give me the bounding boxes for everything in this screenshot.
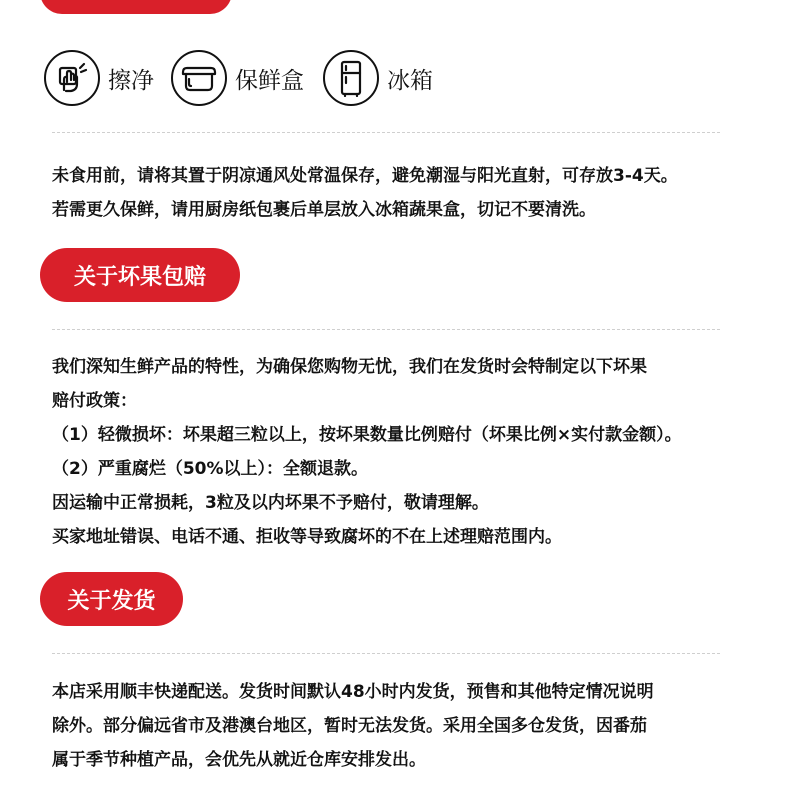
storage-item-box — [171, 48, 304, 108]
shipping-line: 本店采用顺丰快递配送。发货时间默认48小时内发货，预售和其他特定情况说明 — [52, 682, 654, 702]
storage-label-box: 保鲜盒 — [235, 67, 304, 94]
hand-wash-icon — [44, 50, 100, 106]
section-title-shipping: 关于发货 — [40, 572, 183, 626]
storage-line: 若需更久保鲜，请用厨房纸包裹后单层放入冰箱蔬果盒，切记不要清洗。 — [52, 200, 596, 220]
storage-instructions — [52, 159, 678, 227]
section-title-compensation: 关于坏果包赔 — [40, 248, 240, 302]
storage-line: 未食用前，请将其置于阴凉通风处常温保存，避免潮湿与阳光直射，可存放3-4天。 — [52, 166, 678, 186]
policy-line: 赔付政策： — [52, 391, 137, 411]
divider — [52, 653, 720, 654]
policy-line: （2）严重腐烂（50%以上）：全额退款。 — [52, 459, 369, 479]
lunchbox-icon — [171, 50, 227, 106]
shipping-policy — [52, 675, 654, 777]
compensation-policy — [52, 350, 682, 554]
storage-item-wipe — [44, 48, 154, 108]
fridge-icon — [323, 50, 379, 106]
policy-line: 因运输中正常损耗，3粒及以内坏果不予赔付，敬请理解。 — [52, 493, 489, 513]
policy-line: 我们深知生鲜产品的特性，为确保您购物无忧，我们在发货时会特制定以下坏果 — [52, 357, 647, 377]
divider — [52, 132, 720, 133]
storage-item-fridge — [323, 48, 433, 108]
section-header-pill-top — [40, 0, 232, 14]
storage-label-wipe: 擦净 — [108, 67, 154, 94]
shipping-line: 除外。部分偏远省市及港澳台地区，暂时无法发货。采用全国多仓发货，因番茄 — [52, 716, 647, 736]
policy-line: 买家地址错误、电话不通、拒收等导致腐坏的不在上述理赔范围内。 — [52, 527, 562, 547]
shipping-line: 属于季节种植产品，会优先从就近仓库安排发出。 — [52, 750, 426, 770]
policy-line: （1）轻微损坏：坏果超三粒以上，按坏果数量比例赔付（坏果比例×实付款金额）。 — [52, 425, 682, 445]
divider — [52, 329, 720, 330]
storage-label-fridge: 冰箱 — [387, 67, 433, 94]
